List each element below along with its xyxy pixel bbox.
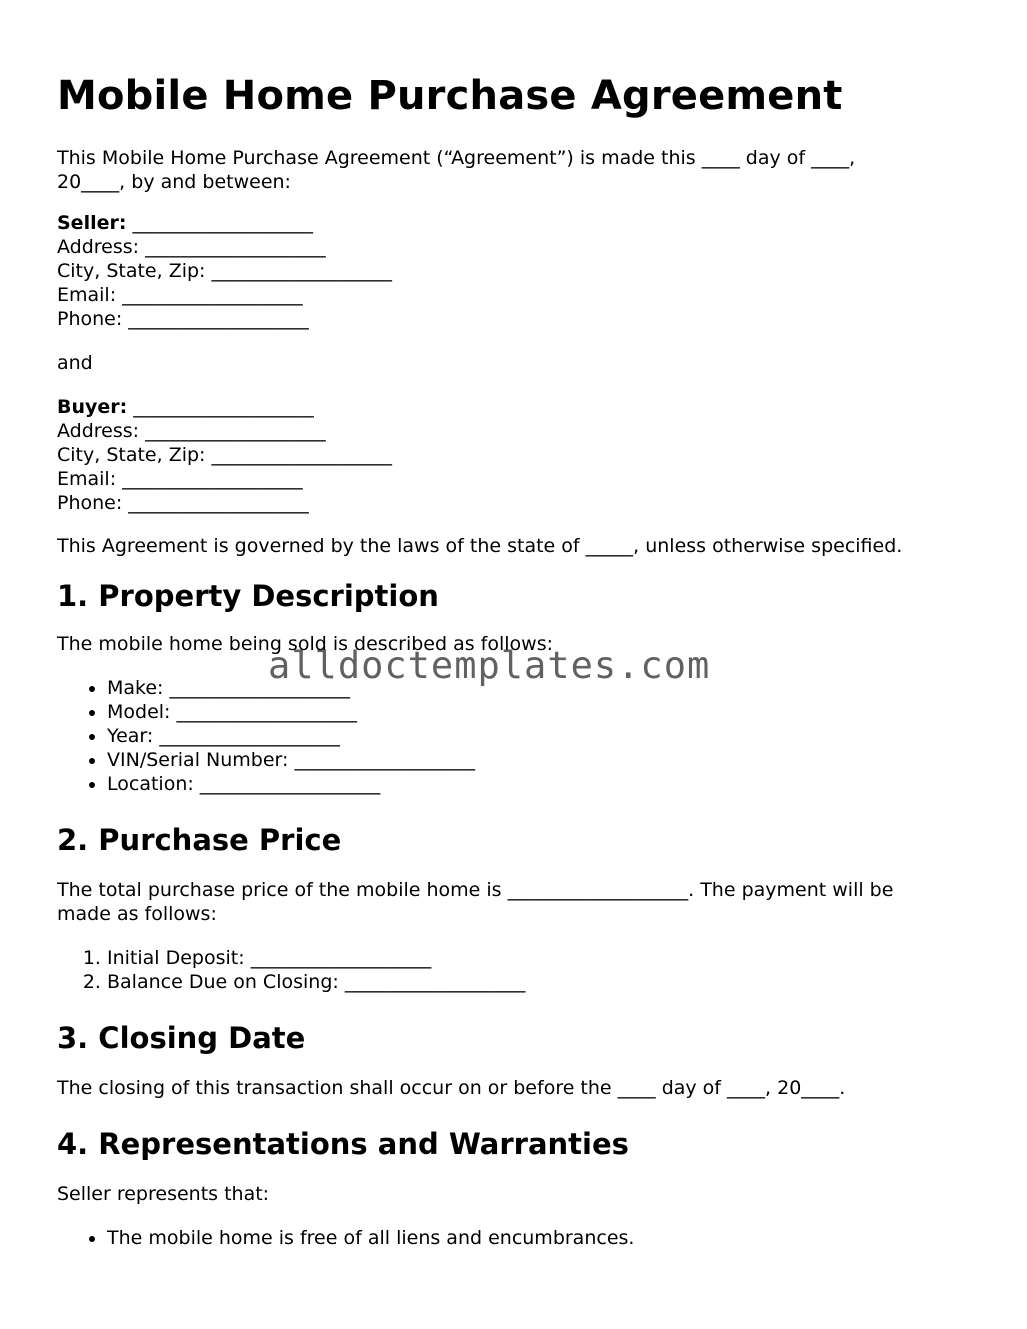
buyer-block	[57, 395, 967, 515]
section-4-intro: Seller represents that:	[57, 1183, 270, 1205]
section-3-text: The closing of this transaction shall occur on or before the ____ day of ____, 20____.	[57, 1077, 846, 1099]
buyer-city: City, State, Zip: ___________________	[57, 444, 392, 466]
list-item-deposit: 1. Initial Deposit: ___________________	[107, 946, 967, 970]
seller-email: Email: ___________________	[57, 284, 303, 306]
buyer-line	[57, 395, 967, 419]
section-3-heading: 3. Closing Date	[57, 1021, 306, 1055]
list-item-liens: • The mobile home is free of all liens and encumbrances.	[107, 1226, 967, 1250]
buyer-email: Email: ___________________	[57, 468, 303, 490]
watermark: alldoctemplates.com	[268, 644, 711, 687]
seller-label: Seller:	[57, 212, 127, 234]
seller-address: Address: ___________________	[57, 236, 326, 258]
property-list	[57, 676, 967, 796]
intro-line-1: This Mobile Home Purchase Agreement (“Agreement”) is made this ____ day of ____,	[57, 147, 856, 169]
section-1-heading: 1. Property Description	[57, 579, 439, 613]
seller-line	[57, 211, 967, 235]
warranty-list	[57, 1226, 967, 1250]
buyer-phone: Phone: ___________________	[57, 492, 309, 514]
section-1-intro: The mobile home being sold is described as follows:	[57, 633, 554, 655]
list-item-balance: 2. Balance Due on Closing: ___________________	[107, 970, 967, 994]
list-item-year: • Year: ___________________	[107, 724, 967, 748]
list-item-vin: • VIN/Serial Number: ___________________	[107, 748, 967, 772]
and-text: and	[57, 352, 93, 374]
seller-city: City, State, Zip: ___________________	[57, 260, 392, 282]
list-item-model: • Model: ___________________	[107, 700, 967, 724]
intro-paragraph	[57, 146, 967, 194]
section-2-text	[57, 878, 967, 926]
seller-name-blank: ___________________	[126, 212, 313, 234]
seller-phone: Phone: ___________________	[57, 308, 309, 330]
section-2-text-line-1: The total purchase price of the mobile home is ___________________. The payment will be	[57, 879, 894, 901]
intro-line-2: 20____, by and between:	[57, 171, 291, 193]
document-title: Mobile Home Purchase Agreement	[57, 73, 843, 119]
buyer-label: Buyer:	[57, 396, 128, 418]
seller-block	[57, 211, 967, 331]
list-item-location: • Location: ___________________	[107, 772, 967, 796]
buyer-address: Address: ___________________	[57, 420, 326, 442]
document-page	[57, 72, 967, 1250]
payment-list	[57, 946, 967, 994]
governing-law: This Agreement is governed by the laws of the state of _____, unless otherwise specified.	[57, 535, 903, 557]
buyer-name-blank: ___________________	[127, 396, 314, 418]
section-4-heading: 4. Representations and Warranties	[57, 1127, 629, 1161]
section-2-heading: 2. Purchase Price	[57, 823, 342, 857]
list-item-make: • Make: ___________________	[107, 676, 967, 700]
section-2-text-line-2: made as follows:	[57, 903, 217, 925]
